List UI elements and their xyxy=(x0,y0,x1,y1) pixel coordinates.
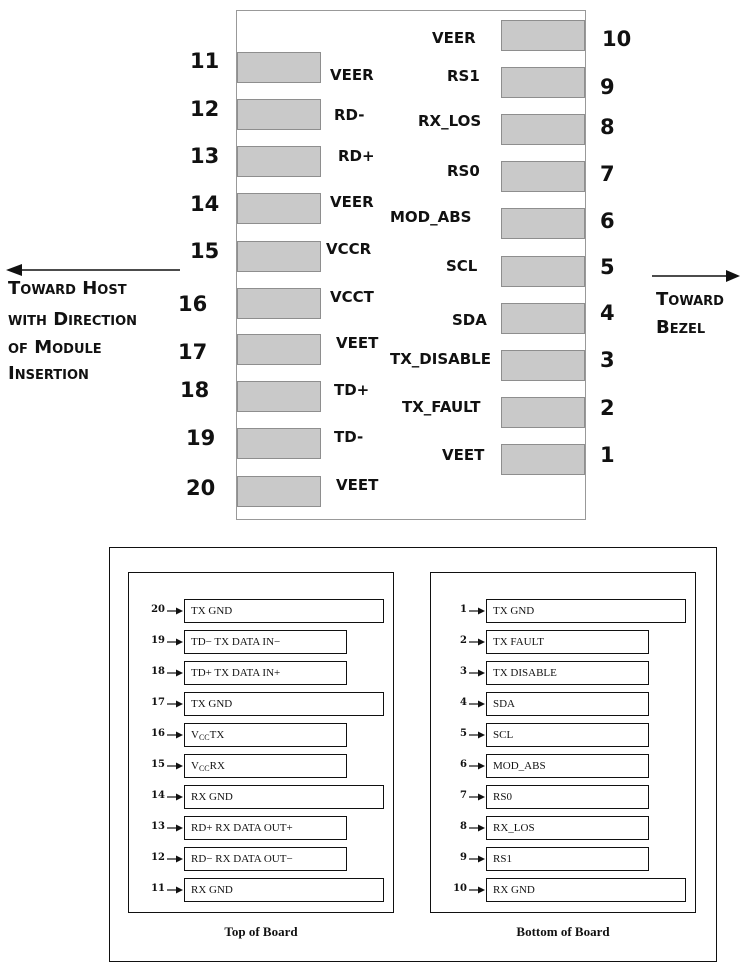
pin-name-5: SCL xyxy=(446,257,478,275)
pin-number-11: 11 xyxy=(190,49,220,73)
pin-pad-1 xyxy=(501,444,585,475)
pin-pad-4 xyxy=(501,303,585,334)
bottom-board-pin-number: 4 xyxy=(460,697,467,708)
top-board-row xyxy=(129,754,395,780)
pin-name-4: SDA xyxy=(452,311,487,329)
right-arrow-icon xyxy=(167,792,183,802)
pin-name-9: RS1 xyxy=(447,67,480,85)
top-board-pin-number: 20 xyxy=(151,604,165,615)
right-arrow-icon xyxy=(167,761,183,771)
pin-name-17: VEET xyxy=(336,334,379,352)
top-board-signal-label: $V_{CC}RX$ xyxy=(184,754,347,778)
pin-number-5: 5 xyxy=(600,255,615,279)
top-board-pin-number: 19 xyxy=(151,635,165,646)
pin-name-20: VEET xyxy=(336,476,379,494)
top-board-row xyxy=(129,723,395,749)
pin-pad-15 xyxy=(237,241,321,272)
top-board-row xyxy=(129,878,395,904)
top-board-row xyxy=(129,661,395,687)
bottom-board-signal-label: TX FAULT xyxy=(486,630,649,654)
bottom-board-signal-label: TX DISABLE xyxy=(486,661,649,685)
bezel-label-line-2: Bezel xyxy=(656,317,706,338)
board-pin-table-frame xyxy=(109,547,717,962)
right-arrow-icon xyxy=(469,699,485,709)
pin-pad-8 xyxy=(501,114,585,145)
right-arrow-icon xyxy=(469,637,485,647)
pin-number-10: 10 xyxy=(602,27,632,51)
right-arrow-icon xyxy=(469,730,485,740)
bottom-board-row xyxy=(431,661,697,687)
pin-name-10: VEER xyxy=(432,29,476,47)
pin-name-12: RD- xyxy=(334,106,365,124)
right-arrow-icon xyxy=(167,854,183,864)
pin-name-6: MOD_ABS xyxy=(390,208,472,226)
pin-pad-11 xyxy=(237,52,321,83)
pin-name-1: VEET xyxy=(442,446,485,464)
right-arrow-icon xyxy=(167,699,183,709)
bottom-board-pin-number: 5 xyxy=(460,728,467,739)
right-arrow-icon xyxy=(167,668,183,678)
right-arrow-icon xyxy=(167,730,183,740)
bottom-board-row xyxy=(431,878,697,904)
bottom-board-row xyxy=(431,692,697,718)
pin-name-13: RD+ xyxy=(338,147,375,165)
pin-pad-18 xyxy=(237,381,321,412)
right-arrow-icon xyxy=(469,823,485,833)
pin-pad-19 xyxy=(237,428,321,459)
pin-pad-7 xyxy=(501,161,585,192)
top-of-board-panel xyxy=(128,572,394,913)
bottom-board-pin-number: 10 xyxy=(453,883,467,894)
pin-number-15: 15 xyxy=(190,239,220,263)
top-of-board-caption: Top of Board xyxy=(224,924,298,939)
pin-name-15: VCCR xyxy=(326,240,372,258)
bezel-label-line-1: Toward xyxy=(656,289,724,310)
bottom-board-pin-number: 7 xyxy=(460,790,467,801)
top-board-signal-label: TX GND xyxy=(184,692,384,716)
top-board-pin-number: 16 xyxy=(151,728,165,739)
pin-pad-9 xyxy=(501,67,585,98)
top-board-signal-label: TX GND xyxy=(184,599,384,623)
top-board-row xyxy=(129,816,395,842)
pin-number-4: 4 xyxy=(600,301,615,325)
top-board-signal-label: RD− RX DATA OUT− xyxy=(184,847,347,871)
pin-pad-16 xyxy=(237,288,321,319)
host-label-line-3: of Module xyxy=(8,337,102,358)
right-arrow-icon xyxy=(652,269,742,283)
pin-pad-12 xyxy=(237,99,321,130)
right-arrow-icon xyxy=(469,885,485,895)
pin-pad-13 xyxy=(237,146,321,177)
pin-number-7: 7 xyxy=(600,162,615,186)
top-board-signal-label: $V_{CC}TX$ xyxy=(184,723,347,747)
top-board-pin-number: 14 xyxy=(151,790,165,801)
bottom-of-board-caption: Bottom of Board xyxy=(516,924,610,939)
bottom-board-signal-label: RX_LOS xyxy=(486,816,649,840)
right-arrow-icon xyxy=(167,606,183,616)
pin-number-3: 3 xyxy=(600,348,615,372)
top-board-pin-number: 11 xyxy=(151,883,165,894)
pin-number-19: 19 xyxy=(186,426,216,450)
bottom-board-signal-label: RS0 xyxy=(486,785,649,809)
bottom-board-signal-label: RS1 xyxy=(486,847,649,871)
bottom-board-row xyxy=(431,630,697,656)
right-arrow-icon xyxy=(167,885,183,895)
top-board-pin-number: 15 xyxy=(151,759,165,770)
pin-name-3: TX_DISABLE xyxy=(390,350,491,368)
pin-pad-14 xyxy=(237,193,321,224)
pin-number-1: 1 xyxy=(600,443,615,467)
bottom-board-signal-label: MOD_ABS xyxy=(486,754,649,778)
bottom-board-row xyxy=(431,754,697,780)
top-board-row xyxy=(129,692,395,718)
bottom-board-pin-number: 1 xyxy=(460,604,467,615)
top-board-row xyxy=(129,599,395,625)
pin-name-11: VEER xyxy=(330,66,374,84)
top-board-pin-number: 13 xyxy=(151,821,165,832)
right-arrow-icon xyxy=(167,823,183,833)
pin-pad-20 xyxy=(237,476,321,507)
bottom-board-pin-number: 8 xyxy=(460,821,467,832)
pin-number-6: 6 xyxy=(600,209,615,233)
pin-number-8: 8 xyxy=(600,115,615,139)
bottom-board-pin-number: 9 xyxy=(460,852,467,863)
right-arrow-icon xyxy=(469,854,485,864)
right-arrow-icon xyxy=(469,792,485,802)
bottom-board-row xyxy=(431,847,697,873)
pin-pad-6 xyxy=(501,208,585,239)
pin-number-9: 9 xyxy=(600,75,615,99)
top-board-row xyxy=(129,847,395,873)
top-board-pin-number: 18 xyxy=(151,666,165,677)
bottom-board-pin-number: 3 xyxy=(460,666,467,677)
top-board-pin-number: 17 xyxy=(151,697,165,708)
pin-number-17: 17 xyxy=(178,340,208,364)
top-board-signal-label: TD+ TX DATA IN+ xyxy=(184,661,347,685)
pin-name-7: RS0 xyxy=(447,162,480,180)
bottom-board-signal-label: TX GND xyxy=(486,599,686,623)
bottom-board-row xyxy=(431,599,697,625)
pin-name-19: TD- xyxy=(334,428,364,446)
bottom-board-signal-label: SCL xyxy=(486,723,649,747)
pin-pad-2 xyxy=(501,397,585,428)
bottom-board-pin-number: 2 xyxy=(460,635,467,646)
pin-name-8: RX_LOS xyxy=(418,112,482,130)
top-board-row xyxy=(129,630,395,656)
host-label-line-1: Toward Host xyxy=(8,278,127,299)
top-board-row xyxy=(129,785,395,811)
pin-number-13: 13 xyxy=(190,144,220,168)
top-board-signal-label: TD− TX DATA IN− xyxy=(184,630,347,654)
pin-pad-3 xyxy=(501,350,585,381)
bottom-of-board-panel xyxy=(430,572,696,913)
bottom-board-signal-label: SDA xyxy=(486,692,649,716)
pin-pad-10 xyxy=(501,20,585,51)
bottom-board-row xyxy=(431,785,697,811)
top-board-pin-number: 12 xyxy=(151,852,165,863)
host-label-line-4: Insertion xyxy=(8,363,89,384)
right-arrow-icon xyxy=(167,637,183,647)
host-label-line-2: with Direction xyxy=(8,309,138,330)
pin-number-20: 20 xyxy=(186,476,216,500)
right-arrow-icon xyxy=(469,668,485,678)
pin-name-18: TD+ xyxy=(334,381,370,399)
top-board-signal-label: RX GND xyxy=(184,878,384,902)
pin-number-18: 18 xyxy=(180,378,210,402)
pin-number-2: 2 xyxy=(600,396,615,420)
right-arrow-icon xyxy=(469,761,485,771)
bottom-board-pin-number: 6 xyxy=(460,759,467,770)
pin-name-14: VEER xyxy=(330,193,374,211)
pin-number-12: 12 xyxy=(190,97,220,121)
pin-name-16: VCCT xyxy=(330,288,374,306)
top-board-signal-label: RD+ RX DATA OUT+ xyxy=(184,816,347,840)
pin-name-2: TX_FAULT xyxy=(402,398,481,416)
pin-pad-5 xyxy=(501,256,585,287)
pin-number-14: 14 xyxy=(190,192,220,216)
pin-number-16: 16 xyxy=(178,292,208,316)
left-arrow-icon xyxy=(6,262,182,278)
bottom-board-signal-label: RX GND xyxy=(486,878,686,902)
right-arrow-icon xyxy=(469,606,485,616)
pin-pad-17 xyxy=(237,334,321,365)
bottom-board-row xyxy=(431,816,697,842)
bottom-board-row xyxy=(431,723,697,749)
top-board-signal-label: RX GND xyxy=(184,785,384,809)
